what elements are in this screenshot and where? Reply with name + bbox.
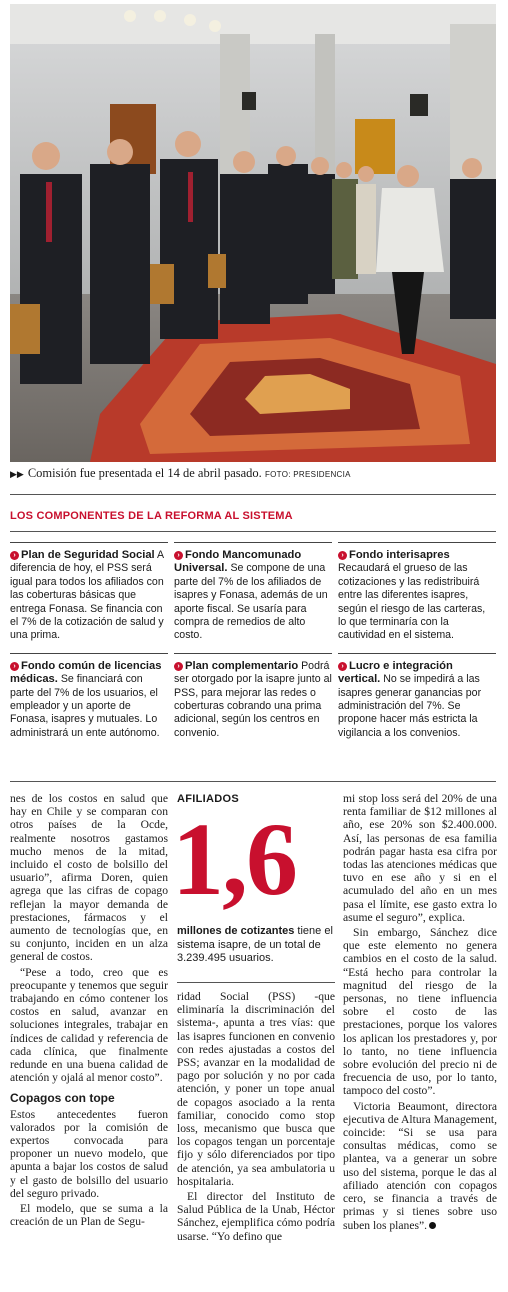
component-item: [174, 653, 332, 740]
article-paragraph: mi stop loss será del 20% de una renta familiar de $12 millones al año, ese 20% son $2.400.000. Así, las personas de esa familia podrán pagar hasta esa cifra por todas las atenciones médicas que tuvo en ese año y si en el acumulado del año en un mes pasa el límite, ese gasto extra lo asume el seguro”, explica.: [343, 792, 497, 924]
article-paragraph-text: Victoria Beaumont, directora ejecutiva de Altura Management, coincide: “Si se usa para consultas médicas, como se plantea, va a generar un sobre uso del sistema, porque le das al afiliado atención con copagos cero, se financia a través de primas y si tienes sobre uso suben los planes”.: [343, 1099, 497, 1232]
article-column-1: [10, 792, 168, 1231]
article-paragraph: [343, 1100, 497, 1232]
bullet-icon: ›: [338, 662, 347, 671]
box-bottom-divider: [10, 781, 496, 782]
bullet-icon: ›: [10, 662, 19, 671]
component-text: No se impedirá a las isapres generar ganancias por administración del 7%. Se propone hacer más estricta la vigilancia a los convenios.: [338, 673, 482, 739]
article-paragraph: El director del Instituto de Salud Pública de la Unab, Héctor Sánchez, ejemplifica cómo podría usarse. “Yo defino que: [177, 1190, 335, 1243]
article-paragraph: “Pese a todo, creo que es preocupante y tenemos que seguir trabajando en cómo contener los costos en salud, avanzar en soluciones integrales, trabajar en índices de calidad y referencia de cada clínica, que finalmente redunde en una buena calidad de atención y ojalá al menor costo”.: [10, 965, 168, 1085]
component-text: Se financiará con parte del 7% de los usuarios, el empleador y un aporte de Fonasa, isapres y mutuales. Lo administrará un ente autónomo.: [10, 673, 160, 739]
photo-ceremony-image: [10, 4, 496, 462]
bullet-icon: ›: [338, 551, 347, 560]
afiliados-rest: tiene el sistema isapre, de un total de 3.239.495 usuarios.: [177, 925, 333, 964]
photo-credit: FOTO: PRESIDENCIA: [264, 470, 351, 479]
article-subhead: Copagos con tope: [10, 1091, 115, 1106]
component-heading: Fondo común de licencias médicas.: [10, 659, 162, 686]
article-paragraph: Estos antecedentes fueron valorados por la comisión de expertos convocada para proponer un nuevo modelo, que apunta a bajar los costos de salud y el gasto de bolsillo del usuario del seguro privado.: [10, 1107, 168, 1200]
bullet-icon: ›: [10, 551, 19, 560]
article-paragraph: nes de los costos en salud que hay en Chile y se comparan con otros países de la Ocde, realmente nosotros gastamos mucho menos de la mitad, incluido el costo de bolsillo del usuario”, afirma Doren, quien agrega que las cifras de copago reflejan la mayor demanda de prestaciones, fármacos y el aumento de tecnologías que, en su conjunto, inciden en un alza general de costos.: [10, 792, 168, 964]
article-paragraph: El modelo, que se suma a la creación de un Plan de Segu-: [10, 1202, 168, 1229]
article-paragraph: Sin embargo, Sánchez dice que este elemento no genera cambios en el costo de la salud. “Está hecho para controlar la magnitud del riesgo de la personas, no tiene influencia sobre el costo de las prestaciones, porque los valores los aplican los prestadores y, por lo tanto, no tiene influencia sobre evolución del precio ni de frecuencia de uso, por lo tanto, tampoco del costo”.: [343, 926, 497, 1098]
afiliados-heading: AFILIADOS: [177, 793, 239, 805]
bullet-icon: ›: [174, 551, 183, 560]
caption-arrows-icon: ▶▶: [10, 470, 24, 480]
end-mark-icon: [429, 1222, 436, 1229]
caption-text: Comisión fue presentada el 14 de abril pasado.: [27, 466, 262, 480]
component-item: [174, 542, 332, 643]
components-grid: [10, 542, 496, 740]
article-column-3: [343, 792, 497, 1234]
component-item: [338, 542, 496, 643]
ceremony-photo: [10, 4, 496, 462]
section-divider: [10, 494, 496, 495]
component-text: Podrá ser otorgado por la isapre junto al PSS, para mejorar las redes o coberturas cobrando una prima adicional, según los centros en convenio.: [174, 659, 332, 739]
article-paragraph: ridad Social (PSS) -que eliminaría la discriminación del sistema-, apunta a tres vías: que las isapres funcionen en convenio con redes ajustadas a costos del PSS; avanzar en la modalidad de pago por solución y no por cada atención, y poner un tope anual de copagos asociado a la renta familiar, conocido como stop loss, mecanismo que busca que los copagos tengan un porcentaje fijo y sólo diferenciados por tipo de atención, ya sea ambulatoria u hospitalaria.: [177, 990, 335, 1188]
bullet-icon: ›: [174, 662, 183, 671]
component-heading: Lucro e integración vertical.: [338, 659, 453, 686]
afiliados-number: 1,6: [172, 802, 296, 917]
component-item: [10, 653, 168, 740]
component-heading: Fondo Mancomunado Universal.: [174, 549, 302, 575]
component-item: [338, 653, 496, 740]
component-heading: Fondo interisapres: [349, 549, 450, 561]
box-title: LOS COMPONENTES DE LA REFORMA AL SISTEMA: [10, 510, 293, 522]
box-title-divider: [10, 531, 496, 532]
component-text: A diferencia de hoy, el PSS será igual para todos los afiliados con las coberturas básicas que entrega Fonasa. Se financia con el 7% de la cotización de salud y una prima.: [10, 549, 164, 642]
component-item: [10, 542, 168, 643]
component-heading: Plan complementario: [185, 659, 299, 672]
component-text: Recaudará el grueso de las cotizaciones y las redistribuirá entre las diferentes isapres, según el riesgo de las carteras, lo que terminaría con la cautividad en el sistema.: [338, 562, 486, 642]
photo-caption: [10, 465, 496, 483]
component-text: Se compone de una parte del 7% de los afiliados de isapres y Fonasa, además de un aporte fiscal. Se usaría para compra de remedios de alto costo.: [174, 562, 328, 642]
afiliados-bold: millones de cotizantes: [177, 925, 295, 937]
article-column-2: [177, 990, 335, 1245]
afiliados-text: [177, 925, 335, 966]
afiliados-divider: [177, 982, 335, 983]
component-heading: Plan de Seguridad Social: [21, 549, 155, 561]
